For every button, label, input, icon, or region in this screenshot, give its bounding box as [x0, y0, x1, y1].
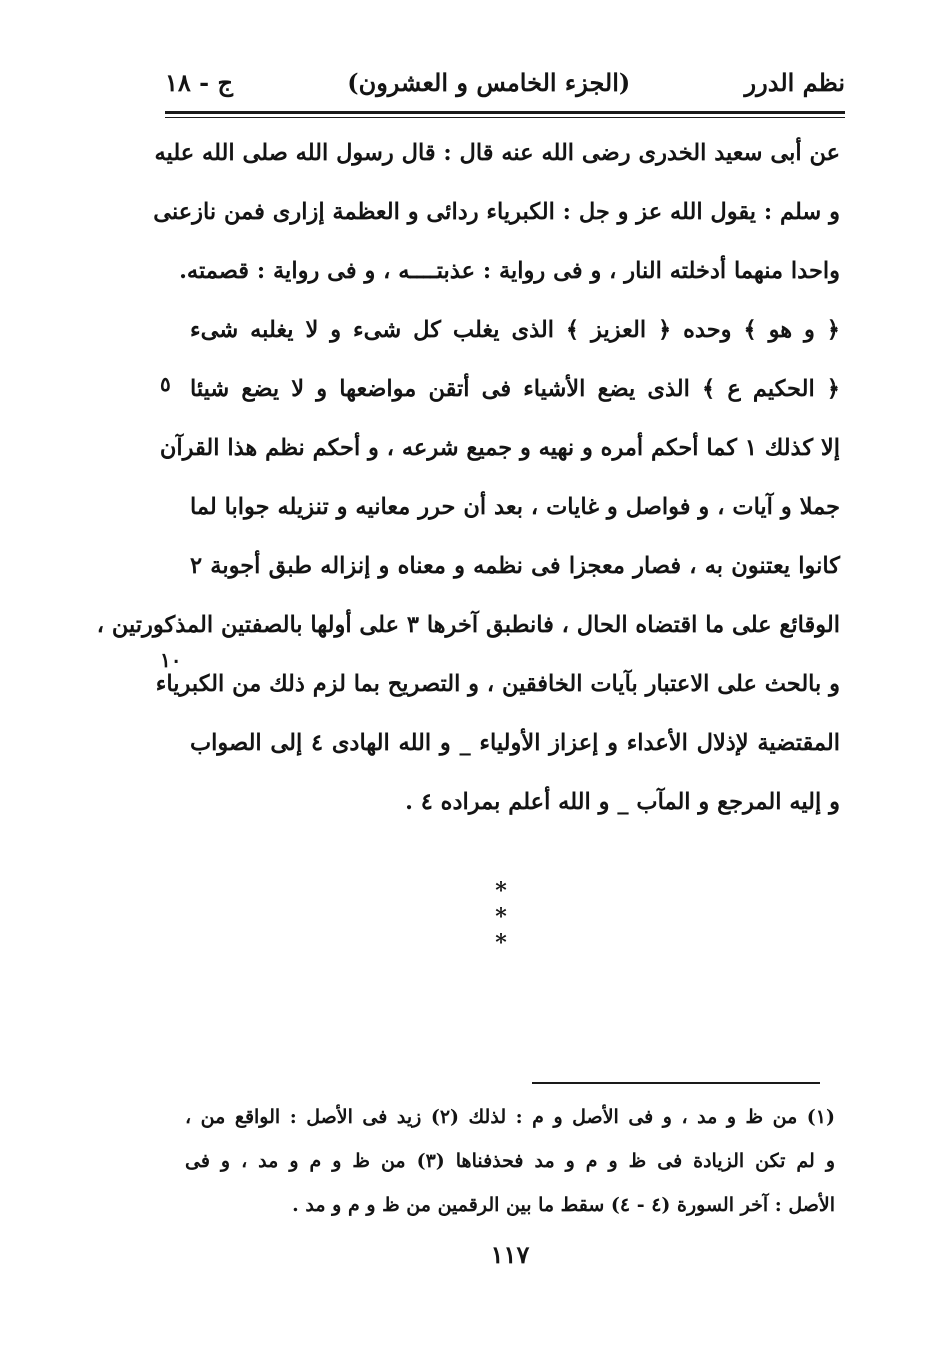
footnotes	[185, 1095, 835, 1227]
text-line-3: واحدا منهما أدخلته النار ، و فى رواية : عذبتــــه ، و فى رواية : قصمته.	[179, 258, 840, 284]
text-line-5: ﴿ الحكيم ع ﴾ الذى يضع الأشياء فى أتقن مواضعها و لا يضع شيئا	[190, 376, 840, 402]
text-line-12: و إليه المرجع و المآب _ و الله أعلم بمراده ٤ .	[405, 789, 840, 815]
header-volume: ج - ١٨	[165, 67, 233, 97]
header-section: (الجزء الخامس و العشرون)	[347, 67, 631, 97]
footnote-line-3: الأصل : آخر السورة (٤ - ٤) سقط ما بين الرقمين من ظ و م و مد .	[292, 1194, 835, 1216]
page-number: ١١٧	[490, 1240, 530, 1269]
text-line-8: كانوا يعتنون به ، فصار معجزا فى نظمه و معناه و إنزاله طبق أجوبة ٢	[190, 553, 840, 579]
text-line-4: ﴿ و هو ﴾ وحده ﴿ العزيز ﴾ الذى يغلب كل شىء و لا يغلبه شىء	[190, 317, 840, 343]
section-divider: * * *	[495, 878, 525, 956]
footnote-line-1: (١) من ظ و مد ، و فى الأصل و م : لذلك (٢) زيد فى الأصل : الواقع من ،	[185, 1106, 835, 1128]
text-line-7: جملا و آيات ، و فواصل و غايات ، بعد أن حرر معانيه و تنزيله جوابا لما	[190, 494, 840, 520]
header-rule	[165, 111, 845, 114]
line-number-5: ٥	[160, 372, 171, 396]
text-line-2: و سلم : يقول الله عز و جل : الكبرياء ردائى و العظمة إزارى فمن نازعنى	[153, 199, 840, 225]
header-book-title: نظم الدرر	[744, 67, 845, 97]
text-line-9: الوقائع على ما اقتضاه الحال ، فانطبق آخرها ٣ على أولها بالصفتين المذكورتين ،	[96, 612, 840, 638]
text-line-11: المقتضية لإذلال الأعداء و إعزاز الأولياء _ و الله الهادى ٤ إلى الصواب	[190, 730, 841, 756]
text-line-1: عن أبى سعيد الخدرى رضى الله عنه قال : قال رسول الله صلى الله عليه	[154, 140, 840, 166]
text-line-10: و بالحث على الاعتبار بآيات الخافقين ، و التصريح بما لزم ذلك من الكبرياء	[155, 671, 840, 697]
footnote-line-2: و لم تكن الزيادة فى ظ و م و مد فحذفناها (٣) من ظ و م و مد ، و فى	[185, 1150, 835, 1172]
footnote-rule	[532, 1082, 820, 1084]
running-header	[165, 60, 845, 104]
header-rule-thin	[165, 117, 845, 118]
text-line-6: إلا كذلك ١ كما أحكم أمره و نهيه و جميع شرعه ، و أحكم نظم هذا القرآن	[159, 435, 840, 461]
line-number-10: ١٠	[160, 648, 182, 672]
